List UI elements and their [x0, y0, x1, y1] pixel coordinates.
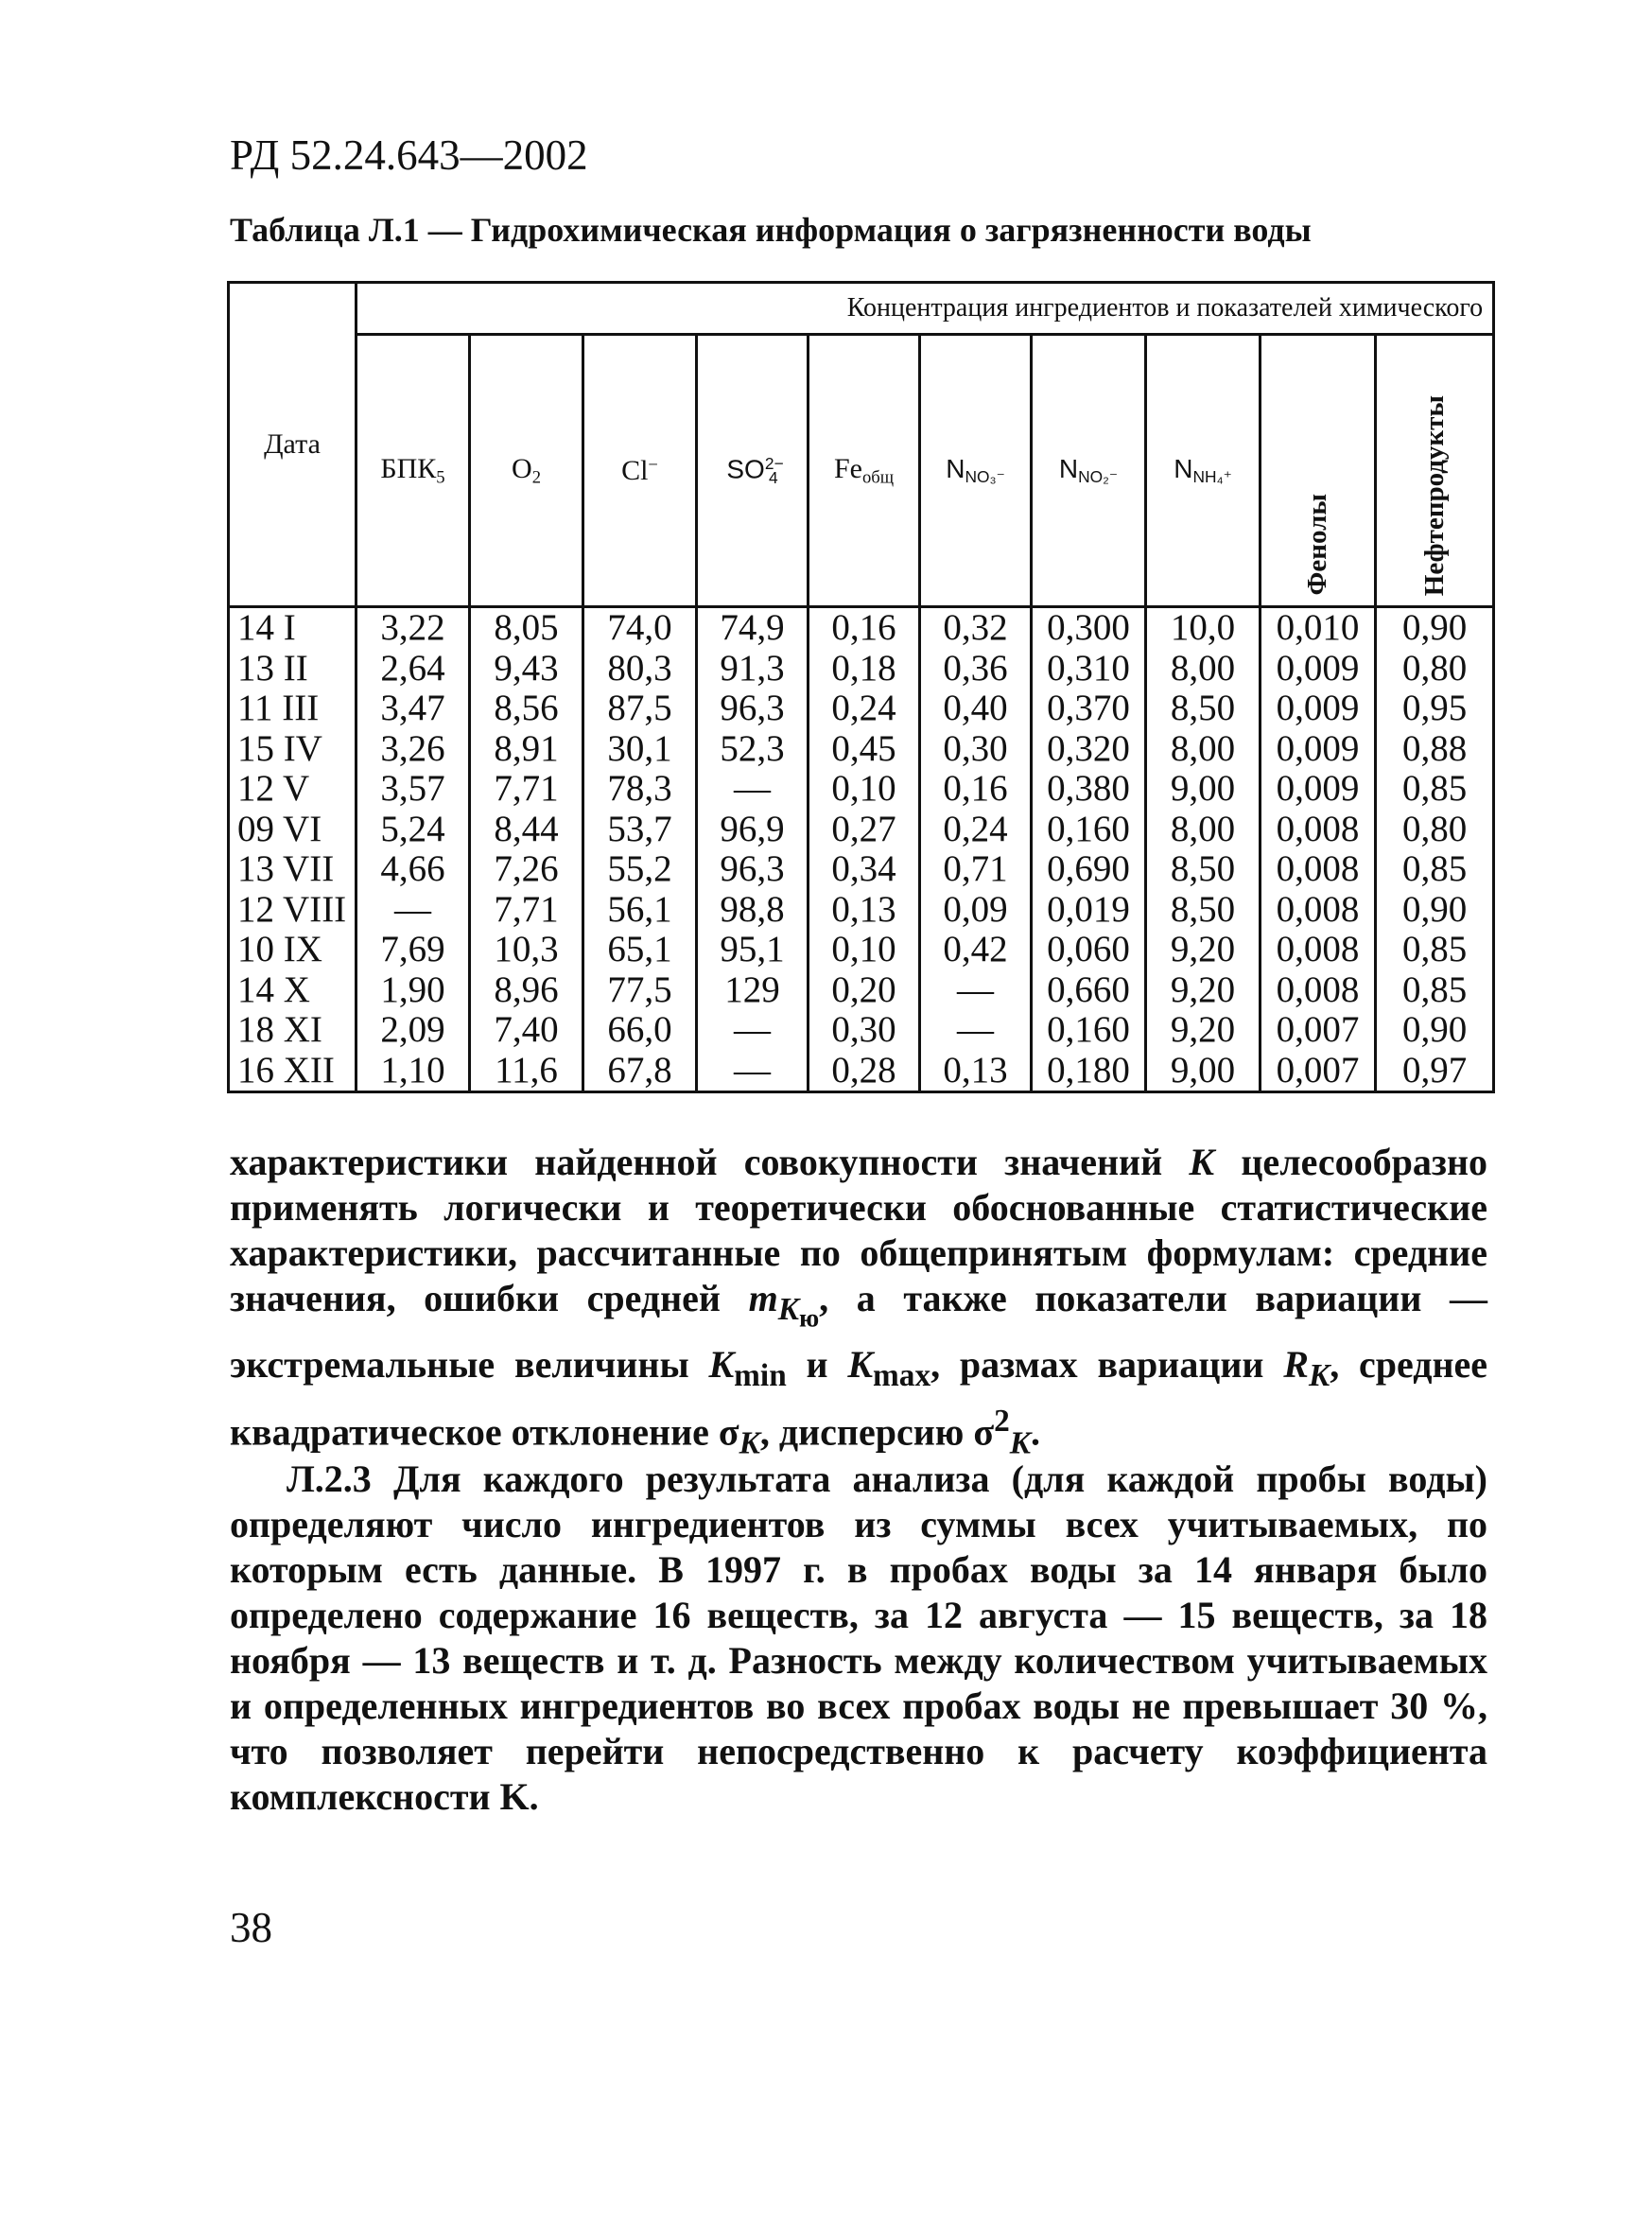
- value-cell: 8,50: [1146, 849, 1261, 890]
- table-row: [229, 649, 1494, 689]
- page-number: 38: [230, 1904, 272, 1951]
- date-cell: 09 VI: [229, 810, 356, 850]
- value-cell: 0,009: [1261, 649, 1376, 689]
- value-cell: 2,64: [356, 649, 470, 689]
- value-cell: 0,88: [1376, 729, 1494, 770]
- value-cell: 0,20: [809, 970, 920, 1011]
- value-cell: 0,90: [1376, 1010, 1494, 1051]
- table-row: [229, 1051, 1494, 1092]
- value-cell: 74,0: [583, 607, 697, 649]
- value-cell: 1,90: [356, 970, 470, 1011]
- value-cell: 65,1: [583, 930, 697, 970]
- value-cell: 87,5: [583, 689, 697, 729]
- col-header-fe: $Fe_{общ}$: [809, 335, 920, 607]
- table-row: [229, 849, 1494, 890]
- value-cell: 3,22: [356, 607, 470, 649]
- value-cell: 0,16: [920, 769, 1032, 810]
- date-header: Дата: [229, 283, 356, 607]
- value-cell: 0,300: [1032, 607, 1146, 649]
- value-cell: 0,13: [920, 1051, 1032, 1092]
- paragraph-l-2-3: Л.2.3 Для каждого результата анализа (для каждой пробы воды) определяют число ингредиентов из суммы всех учитываемых, по которым есть данные. В 1997 г. в пробах воды за 14 января было определено содержание 16 веществ, за 12 августа — 15 веществ, за 18 ноября — 13 веществ и т. д. Разность между количеством учитываемых и определенных ингредиентов во всех пробах воды не превышает 30 %, что позволяет перейти непосредственно к расчету коэффициента комплексности K.: [230, 1457, 1487, 1818]
- date-cell: 18 XI: [229, 1010, 356, 1051]
- value-cell: 0,690: [1032, 849, 1146, 890]
- value-cell: 0,90: [1376, 607, 1494, 649]
- date-cell: 10 IX: [229, 930, 356, 970]
- value-cell: 0,85: [1376, 970, 1494, 1011]
- date-cell: 12 V: [229, 769, 356, 810]
- value-cell: 7,71: [470, 769, 583, 810]
- value-cell: 9,20: [1146, 930, 1261, 970]
- value-cell: 0,060: [1032, 930, 1146, 970]
- value-cell: 9,20: [1146, 970, 1261, 1011]
- value-cell: 0,40: [920, 689, 1032, 729]
- value-cell: 0,160: [1032, 810, 1146, 850]
- col-header-n-no2: $N_{NO_2^-}$: [1032, 335, 1146, 607]
- value-cell: 52,3: [697, 729, 809, 770]
- value-cell: 0,30: [920, 729, 1032, 770]
- value-cell: 0,008: [1261, 970, 1376, 1011]
- value-cell: 0,010: [1261, 607, 1376, 649]
- hydrochemical-table: [227, 281, 1495, 1093]
- value-cell: 55,2: [583, 849, 697, 890]
- value-cell: 0,27: [809, 810, 920, 850]
- value-cell: 0,007: [1261, 1010, 1376, 1051]
- value-cell: 0,30: [809, 1010, 920, 1051]
- col-header-cl: Cl−: [583, 335, 697, 607]
- value-cell: 0,009: [1261, 769, 1376, 810]
- date-cell: 15 IV: [229, 729, 356, 770]
- value-cell: 8,56: [470, 689, 583, 729]
- col-header-phenols: Фенолы: [1261, 335, 1376, 607]
- value-cell: 7,69: [356, 930, 470, 970]
- value-cell: 0,009: [1261, 729, 1376, 770]
- value-cell: 7,26: [470, 849, 583, 890]
- value-cell: 0,13: [809, 890, 920, 931]
- value-cell: 0,310: [1032, 649, 1146, 689]
- value-cell: 30,1: [583, 729, 697, 770]
- group-header: Концентрация ингредиентов и показателей химического: [356, 283, 1494, 335]
- col-header-o2: $O_2$: [470, 335, 583, 607]
- value-cell: 0,18: [809, 649, 920, 689]
- date-cell: 13 II: [229, 649, 356, 689]
- value-cell: —: [697, 1051, 809, 1092]
- value-cell: 0,008: [1261, 890, 1376, 931]
- value-cell: 0,24: [809, 689, 920, 729]
- date-cell: 11 III: [229, 689, 356, 729]
- value-cell: 0,80: [1376, 649, 1494, 689]
- value-cell: 9,00: [1146, 769, 1261, 810]
- value-cell: 0,42: [920, 930, 1032, 970]
- table-row: [229, 930, 1494, 970]
- value-cell: 0,008: [1261, 930, 1376, 970]
- value-cell: 11,6: [470, 1051, 583, 1092]
- table-row: [229, 890, 1494, 931]
- col-header-bpk5: $БПК_5$: [356, 335, 470, 607]
- value-cell: 0,008: [1261, 810, 1376, 850]
- value-cell: 0,24: [920, 810, 1032, 850]
- date-cell: 12 VIII: [229, 890, 356, 931]
- col-header-petroleum: Нефтепродукты: [1376, 335, 1494, 607]
- value-cell: 0,10: [809, 930, 920, 970]
- value-cell: 0,45: [809, 729, 920, 770]
- value-cell: 0,34: [809, 849, 920, 890]
- value-cell: 0,180: [1032, 1051, 1146, 1092]
- value-cell: —: [697, 769, 809, 810]
- value-cell: 96,9: [697, 810, 809, 850]
- col-header-so4: $SO^{2-}_4$: [697, 335, 809, 607]
- paragraph-statistics: характеристики найденной совокупности значений K целесообразно применять логически и теоретически обоснованные статистические характеристики, рассчитанные по общепринятым формулам: средние значения, ошибки средней $m_{K_ю}$, а также показатели вариации — экстремальные величины $K_{min}$ и $K_{max}$, размах вариации $R_K$, среднее квадратическое отклонение $\sigma_K$, дисперсию $\sigma^2_K$.: [230, 1141, 1488, 1460]
- value-cell: —: [920, 970, 1032, 1011]
- value-cell: 0,36: [920, 649, 1032, 689]
- value-cell: —: [697, 1010, 809, 1051]
- value-cell: 0,008: [1261, 849, 1376, 890]
- value-cell: 8,00: [1146, 649, 1261, 689]
- value-cell: 0,10: [809, 769, 920, 810]
- value-cell: 0,85: [1376, 769, 1494, 810]
- date-cell: 14 I: [229, 607, 356, 649]
- table-body: [229, 607, 1494, 1092]
- value-cell: 0,71: [920, 849, 1032, 890]
- value-cell: 5,24: [356, 810, 470, 850]
- value-cell: 8,05: [470, 607, 583, 649]
- value-cell: 2,09: [356, 1010, 470, 1051]
- document-code: РД 52.24.643—2002: [230, 131, 588, 179]
- value-cell: 8,50: [1146, 689, 1261, 729]
- value-cell: 0,019: [1032, 890, 1146, 931]
- value-cell: 0,16: [809, 607, 920, 649]
- value-cell: 1,10: [356, 1051, 470, 1092]
- value-cell: 98,8: [697, 890, 809, 931]
- col-header-n-nh4: $N_{NH_4^+}$: [1146, 335, 1261, 607]
- value-cell: 53,7: [583, 810, 697, 850]
- date-cell: 16 XII: [229, 1051, 356, 1092]
- value-cell: 0,80: [1376, 810, 1494, 850]
- value-cell: —: [920, 1010, 1032, 1051]
- table-row: [229, 810, 1494, 850]
- value-cell: 56,1: [583, 890, 697, 931]
- value-cell: 8,96: [470, 970, 583, 1011]
- value-cell: 91,3: [697, 649, 809, 689]
- value-cell: 9,00: [1146, 1051, 1261, 1092]
- table-row: [229, 1010, 1494, 1051]
- value-cell: 10,0: [1146, 607, 1261, 649]
- value-cell: 9,20: [1146, 1010, 1261, 1051]
- table-row: [229, 729, 1494, 770]
- value-cell: 0,009: [1261, 689, 1376, 729]
- table-row: [229, 689, 1494, 729]
- value-cell: 0,85: [1376, 930, 1494, 970]
- value-cell: 0,007: [1261, 1051, 1376, 1092]
- value-cell: 95,1: [697, 930, 809, 970]
- value-cell: 0,32: [920, 607, 1032, 649]
- value-cell: 0,160: [1032, 1010, 1146, 1051]
- value-cell: 0,97: [1376, 1051, 1494, 1092]
- value-cell: 129: [697, 970, 809, 1011]
- value-cell: 3,26: [356, 729, 470, 770]
- value-cell: 66,0: [583, 1010, 697, 1051]
- value-cell: 7,71: [470, 890, 583, 931]
- value-cell: 77,5: [583, 970, 697, 1011]
- value-cell: —: [356, 890, 470, 931]
- table-row: [229, 769, 1494, 810]
- value-cell: 8,00: [1146, 810, 1261, 850]
- value-cell: 0,28: [809, 1051, 920, 1092]
- table-row: [229, 607, 1494, 649]
- table-caption: Таблица Л.1 — Гидрохимическая информация о загрязненности воды: [230, 211, 1312, 249]
- value-cell: 0,09: [920, 890, 1032, 931]
- value-cell: 8,91: [470, 729, 583, 770]
- value-cell: 8,50: [1146, 890, 1261, 931]
- value-cell: 0,95: [1376, 689, 1494, 729]
- value-cell: 74,9: [697, 607, 809, 649]
- value-cell: 0,370: [1032, 689, 1146, 729]
- value-cell: 7,40: [470, 1010, 583, 1051]
- value-cell: 3,47: [356, 689, 470, 729]
- value-cell: 3,57: [356, 769, 470, 810]
- value-cell: 0,660: [1032, 970, 1146, 1011]
- value-cell: 96,3: [697, 689, 809, 729]
- col-header-n-no3: $N_{NO_3^-}$: [920, 335, 1032, 607]
- value-cell: 0,320: [1032, 729, 1146, 770]
- value-cell: 8,00: [1146, 729, 1261, 770]
- value-cell: 4,66: [356, 849, 470, 890]
- value-cell: 0,85: [1376, 849, 1494, 890]
- table-row: [229, 970, 1494, 1011]
- value-cell: 0,380: [1032, 769, 1146, 810]
- value-cell: 96,3: [697, 849, 809, 890]
- value-cell: 9,43: [470, 649, 583, 689]
- value-cell: 80,3: [583, 649, 697, 689]
- value-cell: 0,90: [1376, 890, 1494, 931]
- date-cell: 14 X: [229, 970, 356, 1011]
- value-cell: 10,3: [470, 930, 583, 970]
- value-cell: 78,3: [583, 769, 697, 810]
- value-cell: 67,8: [583, 1051, 697, 1092]
- date-cell: 13 VII: [229, 849, 356, 890]
- value-cell: 8,44: [470, 810, 583, 850]
